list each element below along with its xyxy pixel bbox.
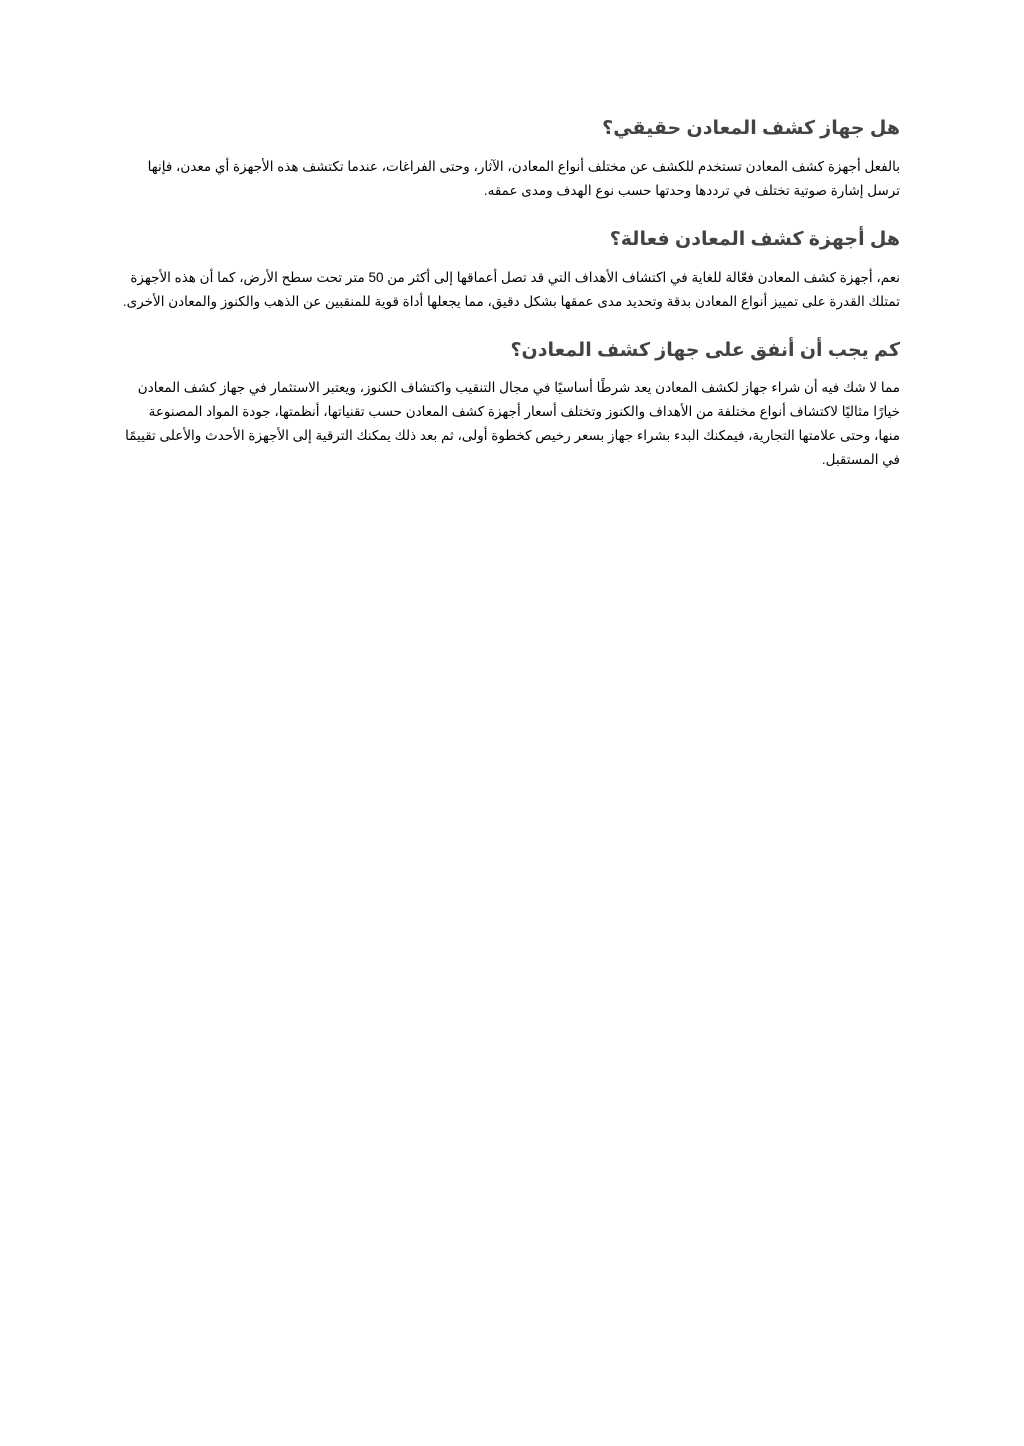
faq-section-cost [122,340,900,473]
section-heading: هل جهاز كشف المعادن حقيقي؟ [602,118,900,139]
section-heading: كم يجب أن أنفق على جهاز كشف المعادن؟ [510,339,900,361]
faq-section-real [122,118,900,203]
faq-section-effective [122,229,900,314]
document-page [122,118,900,498]
section-paragraph: مما لا شك فيه أن شراء جهاز لكشف المعادن يعد شرطًا أساسيًا في مجال التنقيب واكتشاف الكنوز، ويعتبر الاستثمار في جهاز كشف المعادن خيارًا مثاليًا لاكتشاف أنواع مختلفة من الأهداف والكنوز وتختلف أسعار أجهزة كشف المعادن حسب تقنياتها، أنظمتها، جودة المواد المصنوعة منها، وحتى علامتها التجارية، فيمكنك البدء بشراء جهاز بسعر رخيص كخطوة أولى، ثم بعد ذلك يمكنك الترقية إلى الأجهزة الأحدث والأعلى تقييمًا في المستقبل. [125,380,900,468]
section-heading: هل أجهزة كشف المعادن فعالة؟ [609,228,900,250]
section-paragraph: بالفعل أجهزة كشف المعادن تستخدم للكشف عن مختلف أنواع المعادن، الآثار، وحتى الفراغات، عندما تكتشف هذه الأجهزة أي معدن، فإنها ترسل إشارة صوتية تختلف في ترددها وحدتها حسب نوع الهدف ومدى عمقه. [147,158,900,198]
section-paragraph: نعم، أجهزة كشف المعادن فعّالة للغاية في اكتشاف الأهداف التي قد تصل أعماقها إلى أكثر من 50 متر تحت سطح الأرض، كما أن هذه الأجهزة تمتلك القدرة على تمييز أنواع المعادن بدقة وتحديد مدى عمقها بشكل دقيق، مما يجعلها أداة قوية للمنقبين عن الذهب والكنوز والمعادن الأخرى. [122,269,900,309]
